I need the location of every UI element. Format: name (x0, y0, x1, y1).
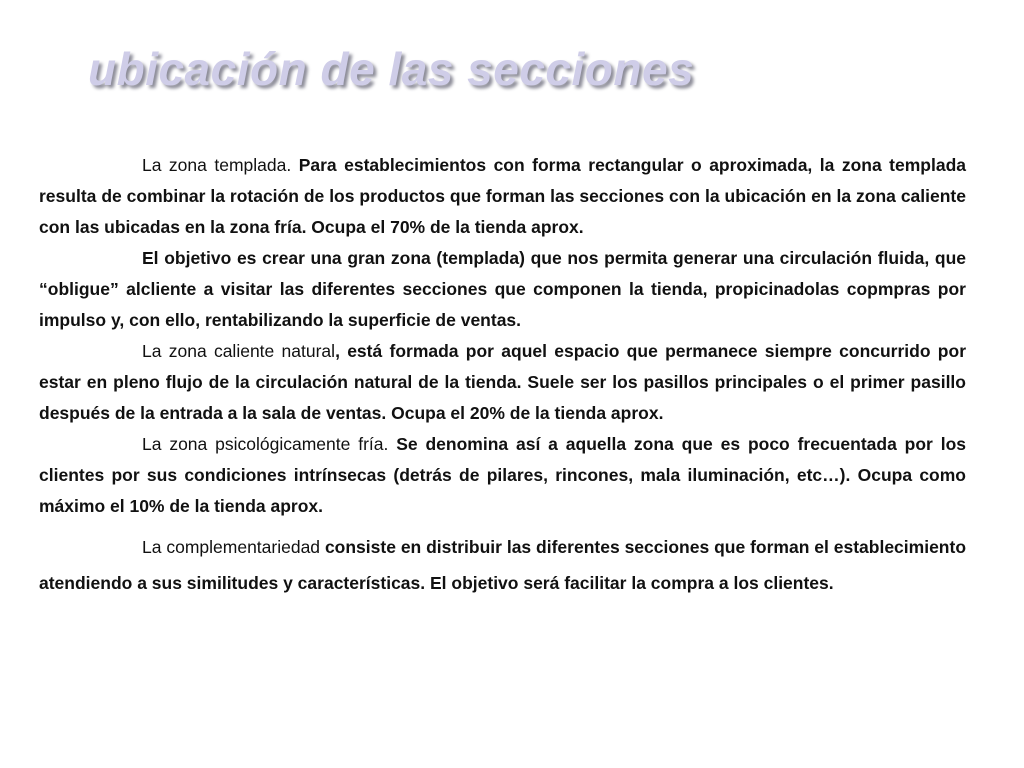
paragraph-body: El objetivo es crear una gran zona (templada) que nos permita generar una circulación fluida, que “obligue” alcliente a visitar las diferentes secciones que componen la tienda, propicinadolas copmpras por impulso y, con ello, rentabilizando la superficie de ventas. (39, 248, 966, 330)
paragraph-body: Se denomina así a aquella zona que es poco frecuentada por los clientes por sus condiciones intrínsecas (detrás de pilares, rincones, mala iluminación, etc…). Ocupa como máximo el 10% de la tienda aprox. (39, 434, 966, 516)
paragraph-zona-fria (39, 429, 966, 522)
paragraph-objetivo (39, 243, 966, 336)
slide-title: ubicación de las secciones (88, 43, 695, 95)
paragraph-zona-templada (39, 150, 966, 243)
paragraph-lead: La zona caliente natural (142, 341, 336, 361)
paragraph-lead: La zona templada. (142, 155, 299, 175)
paragraph-body: , está formada por aquel espacio que permanece siempre concurrido por estar en pleno flujo de la circulación natural de la tienda. Suele ser los pasillos principales o el primer pasillo después de la entrada a la sala de ventas. Ocupa el 20% de la tienda aprox. (39, 341, 967, 423)
paragraph-lead: La zona psicológicamente fría. (142, 434, 397, 454)
paragraph-lead: La complementariedad (142, 537, 325, 557)
paragraph-complementariedad (39, 529, 966, 601)
body-text (39, 150, 966, 601)
paragraph-zona-caliente (39, 336, 966, 429)
paragraph-body: Para establecimientos con forma rectangular o aproximada, la zona templada resulta de combinar la rotación de los productos que forman las secciones con la ubicación en la zona caliente con las ubicadas en la zona fría. Ocupa el 70% de la tienda aprox. (39, 155, 966, 237)
paragraph-body: consiste en distribuir las diferentes secciones que forman el establecimiento atendiendo a sus similitudes y características. El objetivo será facilitar la compra a los clientes. (39, 537, 967, 593)
